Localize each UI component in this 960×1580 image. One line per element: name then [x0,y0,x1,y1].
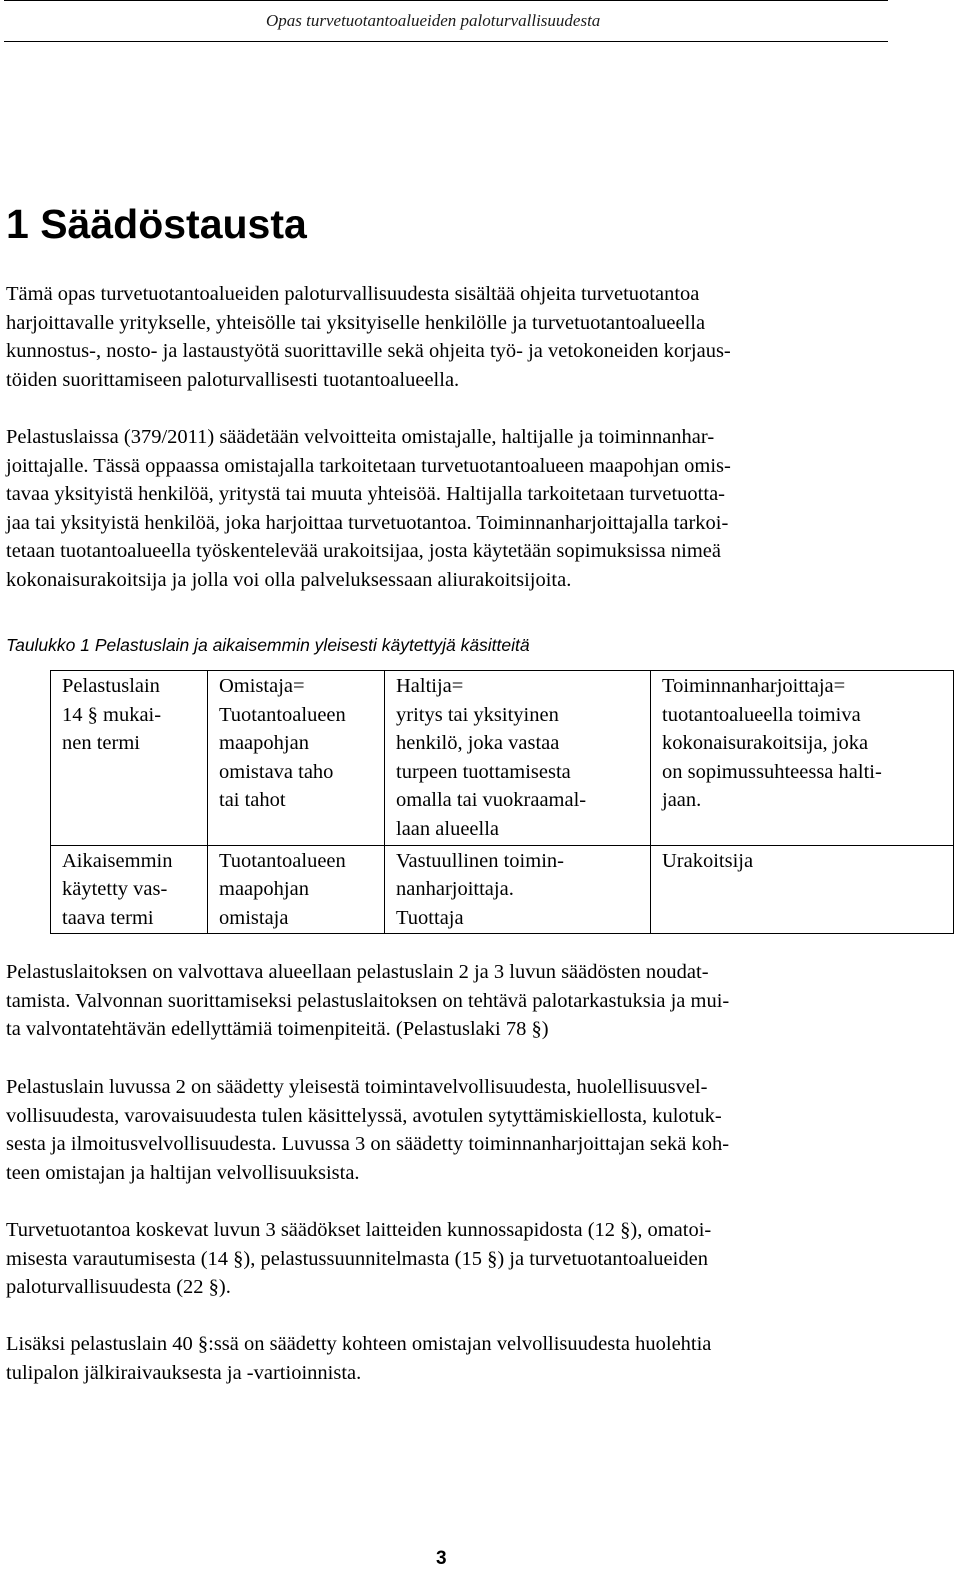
running-header-title: Opas turvetuotantoalueiden paloturvallisuudesta [266,11,601,30]
text-line: sesta ja ilmoitusvelvollisuudesta. Luvussa 3 on säädetty toiminnanharjoittajan sekä koh- [6,1133,730,1156]
text-line: harjoittavalle yritykselle, yhteisölle tai yksityiselle henkilölle ja turvetuotantoalueella [6,311,706,334]
cell-line: Tuotantoalueen [219,703,346,726]
cell-line: maapohjan [219,878,309,901]
paragraph-chapter-two [6,1073,906,1187]
table-cell [208,845,385,934]
text-line: misesta varautumisesta (14 §), pelastussuunnitelmasta (15 §) ja turvetuotantoalueiden [6,1247,708,1270]
text-line: joittajalle. Tässä oppaassa omistajalla tarkoitetaan turvetuotantoalueen maapohjan omis- [6,454,731,477]
table-cell [651,845,954,934]
paragraph-section-forty [6,1330,906,1387]
text-line: Pelastuslaitoksen on valvottava alueellaan pelastuslain 2 ja 3 luvun säädösten noudat- [6,961,709,983]
table-row [51,671,954,846]
running-header [4,0,888,42]
cell-line: turpeen tuottamisesta [396,760,571,783]
cell-line: jaan. [662,789,702,812]
cell-line: käytetty vas- [62,878,168,901]
cell-line: omistava taho [219,760,334,783]
cell-line: Omistaja= [219,675,305,697]
cell-line: nanharjoittaja. [396,878,514,901]
text-line: töiden suorittamiseen paloturvallisesti tuotantoalueella. [6,368,460,391]
paragraph-supervision [6,958,906,1044]
text-line: tavaa yksityistä henkilöä, yritystä tai muuta yhteisöä. Haltijalla tarkoitetaan turvetuotta- [6,483,725,506]
paragraph-definitions [6,423,906,595]
paragraph-intro [6,280,906,394]
cell-line: 14 § mukai- [62,703,162,726]
cell-line: on sopimussuhteessa halti- [662,760,882,783]
text-line: vollisuudesta, varovaisuudesta tulen käsittelyssä, avotulen sytyttämiskiellosta, kulotuk- [6,1104,722,1127]
page-number: 3 [436,1548,447,1569]
cell-line: nen termi [62,732,140,755]
text-line: Pelastuslain luvussa 2 on säädetty yleisestä toimintavelvollisuudesta, huolellisuusvel- [6,1076,708,1098]
text-line: ta valvontatehtävän edellyttämiä toimenpiteitä. (Pelastuslaki 78 §) [6,1018,549,1041]
cell-line: Tuotantoalueen [219,849,346,872]
cell-line: omalla tai vuokraamal- [396,789,587,812]
text-line: Turvetuotantoa koskevat luvun 3 säädökset laitteiden kunnossapidosta (12 §), omatoi- [6,1219,712,1241]
text-line: tetaan tuotantoalueella työskentelevää urakoitsijaa, josta käytetään sopimuksissa nimeä [6,540,721,563]
cell-line: Vastuullinen toimin- [396,849,564,872]
cell-line: henkilö, joka vastaa [396,732,560,755]
cell-line: kokonaisurakoitsija, joka [662,732,869,755]
cell-line: maapohjan [219,732,309,755]
table-cell [385,845,651,934]
cell-line: laan alueella [396,817,500,840]
table-caption: Taulukko 1 Pelastuslain ja aikaisemmin yleisesti käytettyjä käsitteitä [6,635,530,655]
text-line: jaa tai yksityistä henkilöä, joka harjoittaa turvetuotantoa. Toiminnanharjoittajalla tarkoi- [6,511,729,534]
cell-line: Haltija= [396,675,464,697]
text-line: teen omistajan ja haltijan velvollisuuksista. [6,1161,360,1184]
table-cell [51,845,208,934]
cell-line: tuotantoalueella toimiva [662,703,861,726]
cell-line: Pelastuslain [62,675,160,697]
cell-line: yritys tai yksityinen [396,703,559,726]
cell-line: tai tahot [219,789,286,812]
text-line: Tämä opas turvetuotantoalueiden paloturvallisuudesta sisältää ohjeita turvetuotantoa [6,283,700,305]
table-cell [385,671,651,846]
chapter-title: 1 Säädöstausta [6,201,307,247]
cell-line: Aikaisemmin [62,849,173,872]
table-cell [208,671,385,846]
cell-line: Toiminnanharjoittaja= [662,675,846,697]
terms-table [50,670,954,934]
text-line: kunnostus-, nosto- ja lastaustyötä suorittaville sekä ohjeita työ- ja vetokoneiden korjaus- [6,340,731,363]
text-line: tulipalon jälkiraivauksesta ja -vartioinnista. [6,1361,362,1384]
table-cell [651,671,954,846]
text-line: Pelastuslaissa (379/2011) säädetään velvoitteita omistajalle, haltijalle ja toiminnanhar- [6,426,715,448]
cell-line: omistaja [219,906,289,929]
table-row [51,845,954,934]
cell-line: taava termi [62,906,154,929]
text-line: kokonaisurakoitsija ja jolla voi olla palveluksessaan aliurakoitsijoita. [6,568,572,591]
table-cell [51,671,208,846]
text-line: tamista. Valvonnan suorittamiseksi pelastuslaitoksen on tehtävä palotarkastuksia ja mui- [6,989,730,1012]
cell-line: Tuottaja [396,906,464,929]
text-line: Lisäksi pelastuslain 40 §:ssä on säädetty kohteen omistajan velvollisuudesta huolehtia [6,1333,712,1355]
cell-line: Urakoitsija [662,849,754,872]
text-line: paloturvallisuudesta (22 §). [6,1276,231,1299]
paragraph-chapter-three [6,1216,906,1302]
